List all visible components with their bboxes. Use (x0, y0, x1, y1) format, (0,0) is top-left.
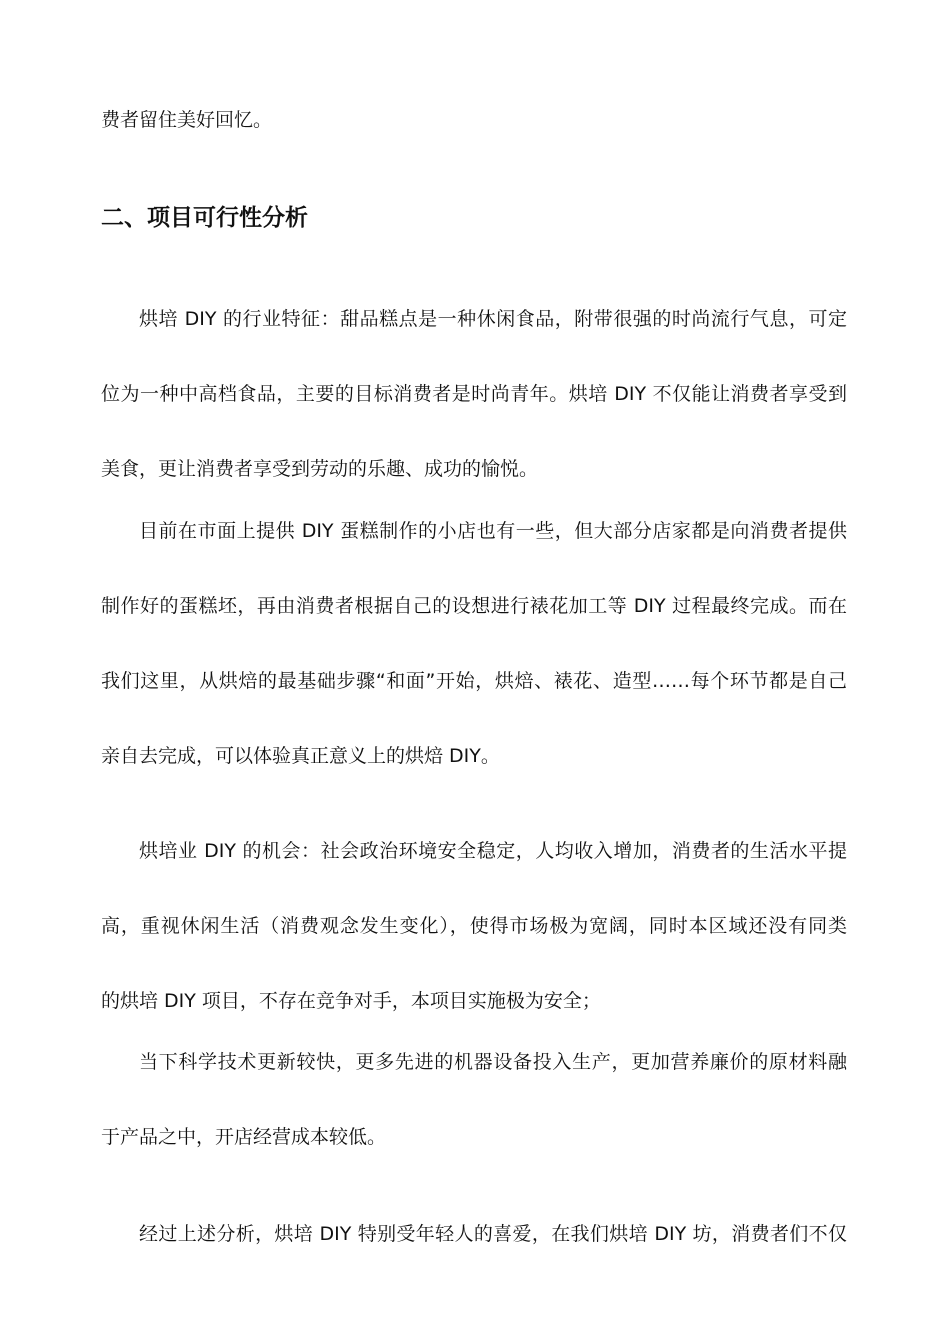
paragraph-line: 经过上述分析，烘培 DIY 特别受年轻人的喜爱，在我们烘培 DIY 坊，消费者们不仅 (139, 1223, 847, 1245)
paragraph-line: 我们这里，从烘焙的最基础步骤“和面”开始，烘焙、裱花、造型……每个环节都是自己 (101, 670, 847, 692)
paragraph-line: 于产品之中，开店经营成本较低。 (101, 1126, 387, 1148)
paragraph-line: 高，重视休闲生活（消费观念发生变化），使得市场极为宽阔，同时本区域还没有同类 (101, 915, 847, 937)
paragraph-line: 的烘培 DIY 项目，不存在竞争对手，本项目实施极为安全； (101, 990, 601, 1012)
paragraph-line: 美食，更让消费者享受到劳动的乐趣、成功的愉悦。 (101, 458, 539, 480)
paragraph-line: 制作好的蛋糕坯，再由消费者根据自己的设想进行裱花加工等 DIY 过程最终完成。而在 (101, 595, 847, 617)
continued-text-line: 费者留住美好回忆。 (101, 109, 273, 131)
paragraph-line: 位为一种中高档食品，主要的目标消费者是时尚青年。烘培 DIY 不仅能让消费者享受到 (101, 383, 847, 405)
paragraph-line: 烘培业 DIY 的机会：社会政治环境安全稳定，人均收入增加，消费者的生活水平提 (139, 840, 847, 862)
section-heading: 二、项目可行性分析 (101, 205, 308, 231)
paragraph-line: 当下科学技术更新较快，更多先进的机器设备投入生产，更加营养廉价的原材料融 (139, 1051, 847, 1073)
paragraph-line: 目前在市面上提供 DIY 蛋糕制作的小店也有一些，但大部分店家都是向消费者提供 (139, 520, 847, 542)
paragraph-line: 亲自去完成，可以体验真正意义上的烘焙 DIY。 (101, 745, 500, 767)
paragraph-line: 烘培 DIY 的行业特征：甜品糕点是一种休闲食品，附带很强的时尚流行气息，可定 (139, 308, 847, 330)
